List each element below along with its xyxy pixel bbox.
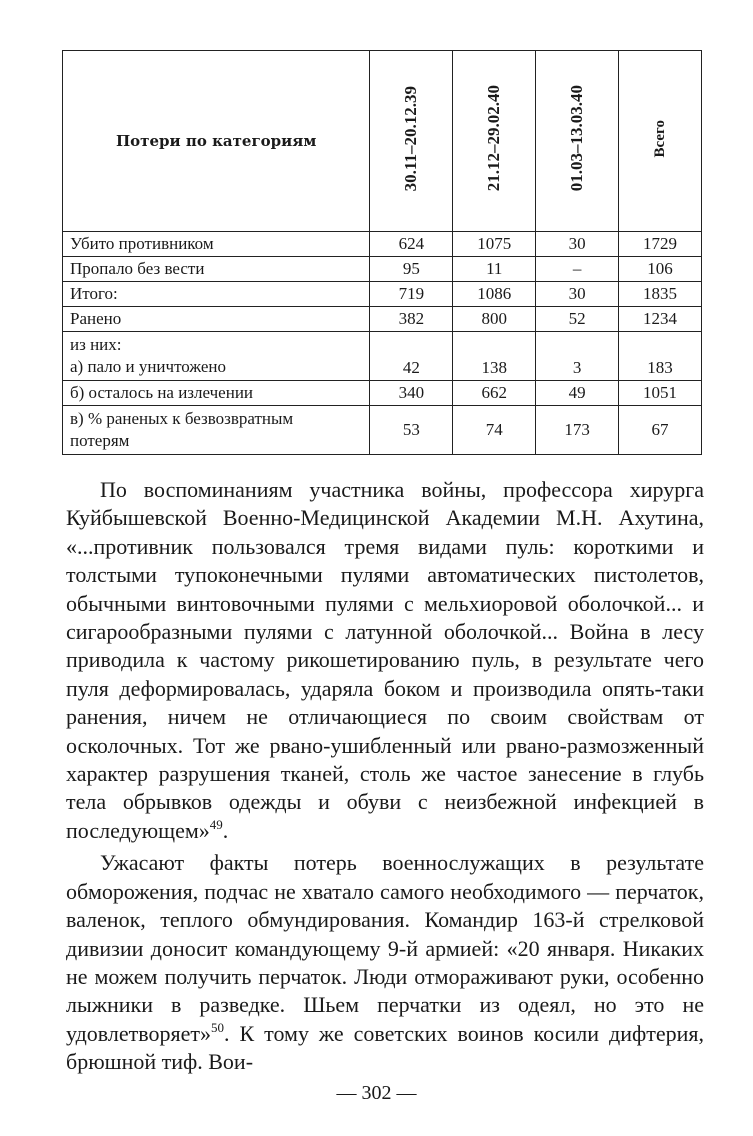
table-row	[63, 406, 702, 455]
cell-value: 382	[370, 307, 453, 332]
page-number: — 302 —	[336, 1082, 417, 1104]
row-label-line-2: а) пало и уничтожено	[70, 357, 227, 376]
paragraph-1	[66, 476, 704, 845]
cell-value: 1086	[453, 282, 536, 307]
cell-value: 49	[536, 381, 619, 406]
paragraph-1-text: По воспоминаниям участника войны, профессора хирурга Куйбышевской Военно-Медицинской Академии М.Н. Ахутина, «...противник пользовался тремя видами пуль: короткими и толстыми тупоконечными пулями автоматических пистолетов, обычными винтовочными пулями с мельхиоровой оболочкой... и сигарообразными пулями с латунной оболочкой... Война в лесу приводила к частому рикошетированию пуль, в результате чего пуля деформировалась, ударяла боком и производила опять-таки ранения, ничем не отличающиеся по своим свойствам от осколочных. Тот же рвано-ушибленный или рвано-размозженный характер разрушения тканей, столь же частое занесение в глубь тела обрывков одежды и обуви с неизбежной инфекцией в последующем»	[66, 477, 704, 843]
row-label: Ранено	[63, 307, 370, 332]
footnote-ref-49: 49	[209, 816, 223, 832]
table-row	[63, 257, 702, 282]
cell-value: 1051	[619, 381, 702, 406]
row-label-line-1: в) % раненых к безвозвратным	[70, 409, 294, 428]
cell-value: 1729	[619, 232, 702, 257]
table-row	[63, 332, 702, 381]
table-row	[63, 307, 702, 332]
cell-value: 183	[619, 332, 702, 381]
cell-value: –	[536, 257, 619, 282]
row-label: б) осталось на излечении	[63, 381, 370, 406]
cell-value: 30	[536, 282, 619, 307]
cell-value: 1835	[619, 282, 702, 307]
header-period-3	[536, 51, 619, 232]
table-row	[63, 381, 702, 406]
row-label: Итого:	[63, 282, 370, 307]
header-period-1-label: 30.11–20.12.39	[401, 85, 421, 192]
header-period-2	[453, 51, 536, 232]
header-total-label: Всего	[651, 119, 668, 158]
cell-value: 800	[453, 307, 536, 332]
paragraph-2-end: . К тому же советских воинов косили дифтерия, брюшной тиф. Вои-	[66, 1020, 704, 1075]
footnote-ref-50: 50	[211, 1019, 224, 1035]
cell-value: 106	[619, 257, 702, 282]
cell-value: 95	[370, 257, 453, 282]
row-label-line-2: потерям	[70, 431, 130, 450]
cell-value: 3	[536, 332, 619, 381]
body-text	[66, 476, 704, 1077]
cell-value: 719	[370, 282, 453, 307]
row-label: Пропало без вести	[63, 257, 370, 282]
cell-value: 662	[453, 381, 536, 406]
header-period-1	[370, 51, 453, 232]
cell-value: 624	[370, 232, 453, 257]
losses-table-container	[62, 50, 702, 455]
cell-value: 42	[370, 332, 453, 381]
paragraph-1-end: .	[222, 817, 229, 843]
cell-value: 52	[536, 307, 619, 332]
cell-value: 67	[619, 406, 702, 455]
table-header-row	[63, 51, 702, 232]
cell-value: 173	[536, 406, 619, 455]
cell-value: 53	[370, 406, 453, 455]
cell-value: 1234	[619, 307, 702, 332]
cell-value: 30	[536, 232, 619, 257]
table-row	[63, 232, 702, 257]
cell-value: 74	[453, 406, 536, 455]
row-label-line-1: из них:	[70, 335, 122, 354]
cell-value: 340	[370, 381, 453, 406]
table-row	[63, 282, 702, 307]
paragraph-2	[66, 849, 704, 1076]
row-label	[63, 332, 370, 381]
cell-value: 11	[453, 257, 536, 282]
header-period-2-label: 21.12–29.02.40	[484, 85, 504, 192]
header-total	[619, 51, 702, 232]
header-category: Потери по категориям	[63, 51, 370, 232]
row-label: Убито противником	[63, 232, 370, 257]
cell-value: 138	[453, 332, 536, 381]
paragraph-2-text: Ужасают факты потерь военнослужащих в результате обморожения, подчас не хватало самого необходимого — перчаток, валенок, теплого обмундирования. Командир 163-й стрелковой дивизии доносит командующему 9-й армией: «20 января. Никаких не можем получить перчаток. Люди отмораживают руки, особенно лыжники в разведке. Шьем перчатки из одеял, но это не удовлетворяет»	[66, 850, 704, 1046]
header-period-3-label: 01.03–13.03.40	[567, 85, 587, 192]
row-label	[63, 406, 370, 455]
losses-table	[62, 50, 702, 455]
cell-value: 1075	[453, 232, 536, 257]
